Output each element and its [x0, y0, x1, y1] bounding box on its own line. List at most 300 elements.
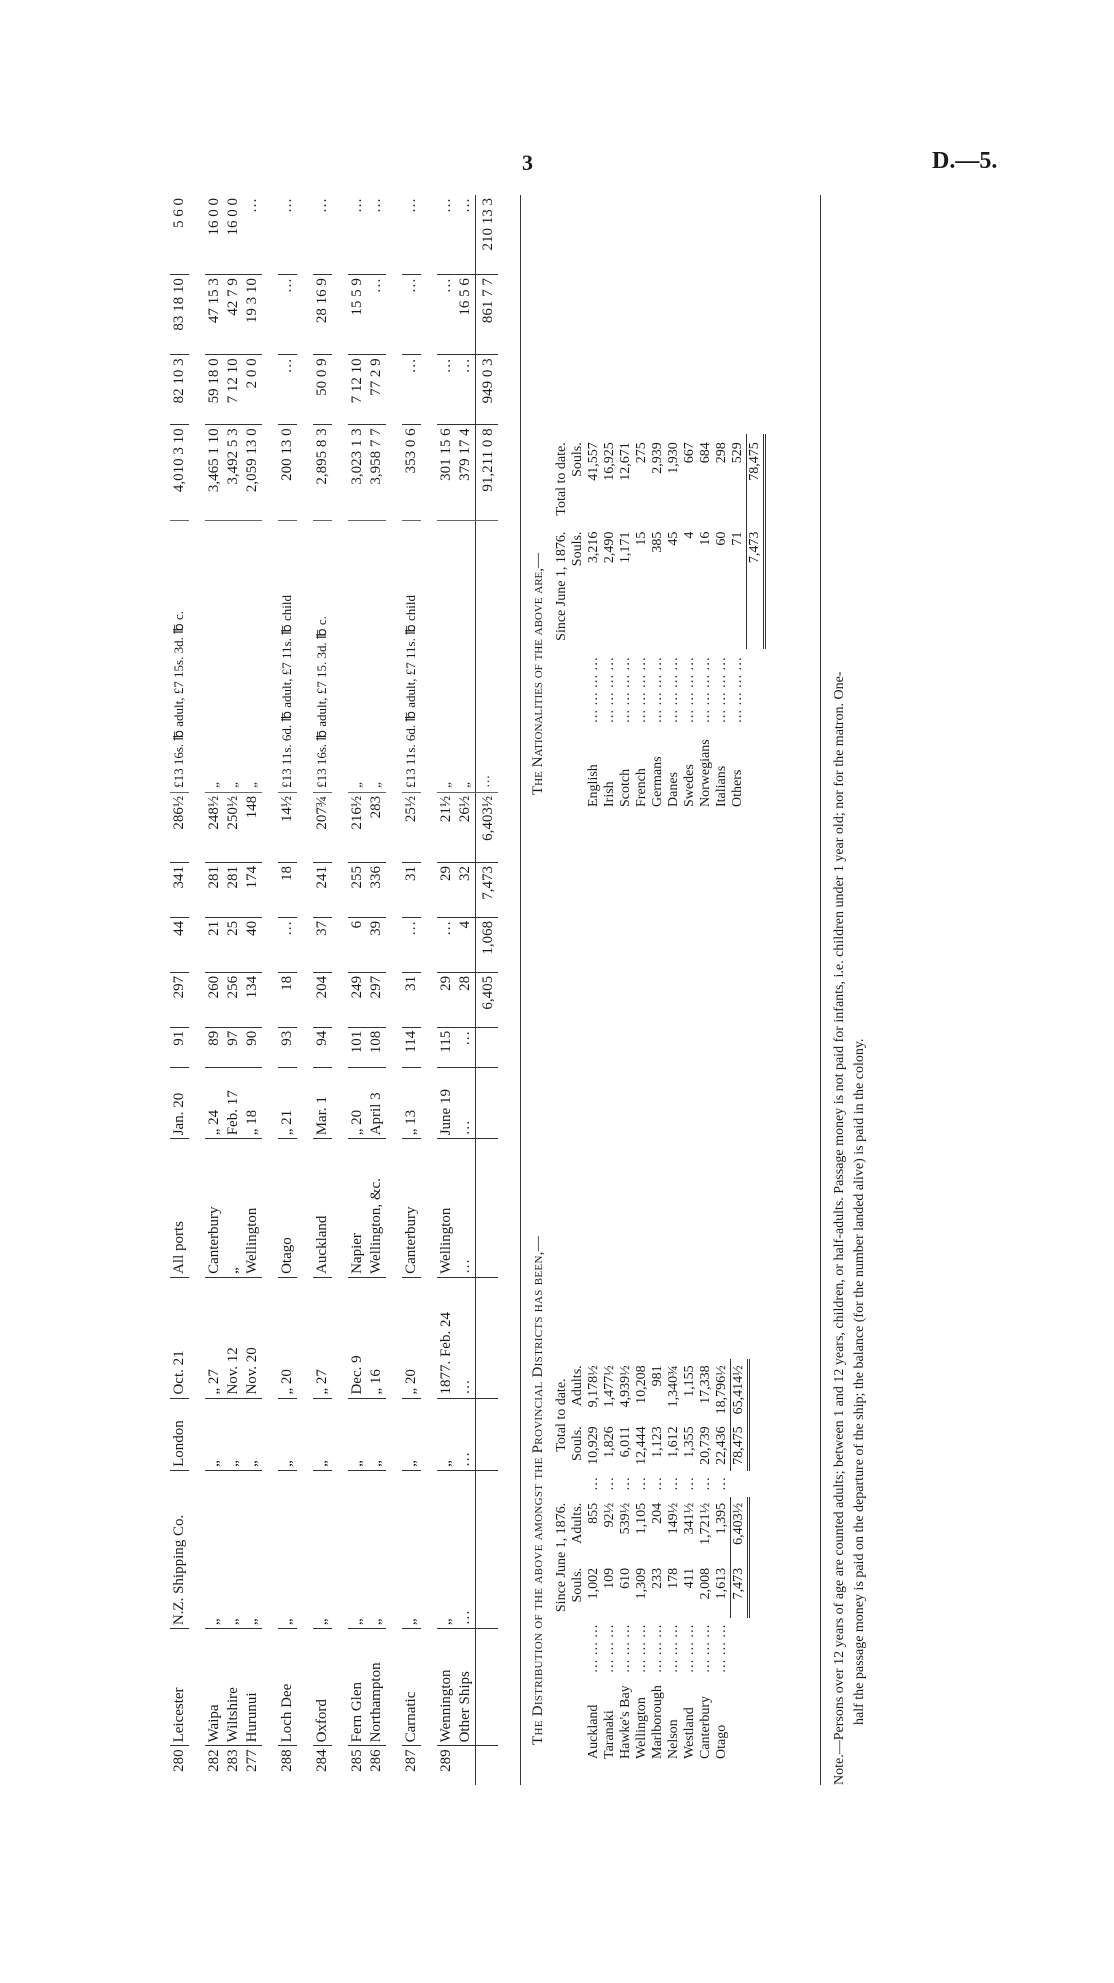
nationality-souls-since: 71 [730, 531, 745, 546]
list-item: Westland … … … 411 341½ … 1,355 1,155 [682, 1359, 698, 1765]
table-row [170, 195, 189, 1785]
table-row [437, 195, 456, 1785]
table-row [224, 195, 243, 1785]
note-line-1: Note.—Persons over 12 years of age are counted adults; between 1 and 12 years, children, or half-adults. Passage money is not paid for infants, i.e. children under 1 year old; nor for the matron. One- [832, 671, 847, 1785]
ship-destination: Canterbury [205, 1139, 224, 1278]
ship-days: 90 [243, 1027, 262, 1067]
ship-days: 94 [313, 1027, 332, 1067]
ship-owner: „ [224, 1470, 243, 1628]
district-adults-since: 1,721½ [698, 1502, 713, 1545]
ship-paid: … [278, 275, 297, 355]
note-line-2: half the passage money is paid on the departure of the ship; the balance (for the number landed alive) is paid in the colony. [852, 1038, 867, 1725]
table-row [205, 195, 224, 1785]
district-adults-total: 1,477½ [602, 1365, 617, 1408]
district-name: Wellington [634, 1697, 649, 1759]
total-paid: 861 7 7 [476, 275, 499, 355]
ship-children: 39 [367, 917, 386, 972]
ship-matron: … [243, 195, 262, 275]
ship-statute-adults: 21½ [437, 792, 456, 862]
ship-passage-rate: £13 11s. 6d. ℔ adult, £7 11s. ℔ child [402, 520, 421, 792]
district-name: Auckland [586, 1704, 601, 1759]
district-souls-since: 1,309 [634, 1567, 649, 1600]
list-item: Marlborough … … … 233 204 … 1,123 981 [650, 1359, 666, 1765]
ship-souls: 255 [348, 863, 367, 918]
ship-days: 91 [170, 1027, 189, 1067]
ship-passage-rate: „ [348, 520, 367, 792]
nationality-souls-since: 15 [634, 531, 649, 546]
list-item: Wellington … … … 1,309 1,105 … 12,444 10,208 [634, 1359, 650, 1765]
district-souls-total: 22,436 [714, 1426, 729, 1465]
ship-number: 277 [244, 1749, 260, 1772]
ship-number: 283 [225, 1749, 241, 1772]
ship-souls: 29 [437, 863, 456, 918]
ship-destination: Otago [278, 1139, 297, 1278]
nationality-souls-total: 275 [634, 442, 649, 464]
ship-children: … [278, 917, 297, 972]
ship-arrived: Mar. 1 [313, 1067, 332, 1139]
ship-passage-money: 3,465 1 10 [206, 428, 222, 493]
ship-matron: … [456, 195, 476, 275]
nationality-souls-since: 45 [666, 531, 681, 546]
district-souls-total: 6,011 [618, 1426, 633, 1458]
district-adults-total: 981 [650, 1365, 665, 1387]
ship-passage-rate: £13 16s. ℔ adult, £7 15. 3d. ℔ c. [313, 520, 332, 792]
district-souls-since: 2,008 [698, 1567, 713, 1600]
list-item: Others … … … … 71 529 [730, 434, 747, 815]
nationality-souls-total: 41,557 [586, 442, 601, 481]
nationality-souls-since: 60 [714, 531, 729, 546]
nationality-souls-since: 385 [650, 531, 665, 553]
list-item: Nelson … … … 178 149½ … 1,612 1,340¾ [666, 1359, 682, 1765]
ship-children: 37 [313, 917, 332, 972]
ship-children: 25 [224, 917, 243, 972]
ship-adults: 256 [224, 972, 243, 1027]
ship-balance: 7 12 10 [224, 355, 243, 425]
nationality-souls-total: 298 [714, 442, 729, 464]
ship-statute-adults: 248½ [205, 792, 224, 862]
nationality-name: Irish [602, 781, 617, 807]
ship-name: Carnatic [402, 1629, 421, 1746]
ship-matron: … [313, 195, 332, 275]
nationality-souls-total: 667 [682, 442, 697, 464]
list-item: Taranaki … … … 109 92½ … 1,826 1,477½ [602, 1359, 618, 1765]
ship-sailed: 1877. Feb. 24 [437, 1277, 456, 1398]
nationality-souls-total: 2,939 [650, 442, 665, 474]
district-adults-since: 855 [586, 1502, 601, 1524]
nationality-name: Danes [666, 772, 681, 807]
district-adults-total: 9,178½ [586, 1365, 601, 1408]
district-souls-since: 411 [682, 1567, 697, 1589]
ship-passage-rate: „ [437, 520, 456, 792]
ship-owner: N.Z. Shipping Co. [170, 1470, 189, 1628]
district-name: Nelson [666, 1719, 681, 1759]
ship-matron: 16 0 0 [224, 195, 243, 275]
ship-matron: … [402, 195, 421, 275]
distribution-table [554, 1359, 750, 1765]
ship-arrived: April 3 [367, 1067, 386, 1139]
list-item: Norwegians … … … … 16 684 [698, 434, 714, 815]
ship-souls: 241 [313, 863, 332, 918]
ship-days: 89 [205, 1027, 224, 1067]
list-item: Canterbury … … … 2,008 1,721½ … 20,739 17,338 [698, 1359, 714, 1765]
nat-total: 78,475 [747, 434, 765, 523]
total-rate: … [476, 520, 499, 792]
ship-name: Leicester [170, 1629, 189, 1746]
ship-passage-money: 379 17 4 [457, 428, 473, 481]
ship-port: „ [402, 1398, 421, 1470]
ship-days: … [456, 1027, 476, 1067]
ship-sailed: Nov. 12 [224, 1277, 243, 1398]
district-souls-since: 1,613 [714, 1567, 729, 1600]
ship-name: Wiltshire [224, 1629, 243, 1746]
district-souls-total: 20,739 [698, 1426, 713, 1465]
nat-group-total: Total to date. [554, 442, 569, 516]
ship-destination: Wellington [243, 1139, 262, 1278]
nationality-name: Scotch [618, 768, 633, 807]
nat-col-souls-total: Souls. [570, 442, 585, 477]
district-name: Otago [714, 1724, 730, 1759]
ship-balance: 50 0 9 [313, 355, 332, 425]
list-item: Swedes … … … … 4 667 [682, 434, 698, 815]
ship-owner: … [456, 1470, 476, 1628]
district-souls-total: 1,355 [682, 1426, 697, 1458]
ship-destination: Auckland [313, 1139, 332, 1278]
ship-matron: … [367, 195, 386, 275]
ship-sailed: Dec. 9 [348, 1277, 367, 1398]
ship-paid: 47 15 3 [205, 275, 224, 355]
ship-days: 115 [437, 1027, 456, 1067]
ship-adults: 28 [456, 972, 476, 1027]
ship-balance: 7 12 10 [348, 355, 367, 425]
ship-paid: 83 18 10 [170, 275, 189, 355]
nationality-name: Norwegians [698, 739, 713, 807]
ship-arrived: … [456, 1067, 476, 1139]
ship-adults: 134 [243, 972, 262, 1027]
district-adults-since: 341½ [682, 1502, 697, 1535]
ship-passage-rate: „ [367, 520, 386, 792]
ship-name: Northampton [367, 1629, 386, 1746]
ship-passage-money: 200 13 0 [279, 428, 295, 481]
district-souls-since: 233 [650, 1567, 665, 1589]
ship-owner: „ [278, 1470, 297, 1628]
table-row [313, 195, 332, 1785]
table-row [456, 195, 476, 1785]
ship-port: „ [243, 1398, 262, 1470]
ship-adults: 297 [170, 972, 189, 1027]
ship-passage-rate: £13 16s. ℔ adult, £7 15s. 3d. ℔ c. [170, 520, 189, 792]
ship-children: … [402, 917, 421, 972]
nationality-souls-since: 1,171 [618, 531, 633, 564]
ship-adults: 29 [437, 972, 456, 1027]
ship-number: 285 [349, 1749, 365, 1772]
list-item: Germans … … … … 385 2,939 [650, 434, 666, 815]
ship-souls: 31 [402, 863, 421, 918]
ship-number: 286 [368, 1749, 384, 1772]
ship-sailed: „ 27 [205, 1277, 224, 1398]
ship-matron: … [437, 195, 456, 275]
ship-passage-money: 2,895 8 3 [314, 428, 330, 485]
ship-number: 289 [438, 1749, 454, 1772]
nat-col-souls: Souls. [570, 531, 585, 567]
ship-adults: 297 [367, 972, 386, 1027]
ship-sailed: „ 16 [367, 1277, 386, 1398]
table-row [278, 195, 297, 1785]
ship-port: London [170, 1398, 189, 1470]
district-adults-total: 18,796½ [714, 1365, 729, 1415]
ship-statute-adults: 26½ [456, 792, 476, 862]
ship-souls: 174 [243, 863, 262, 918]
ship-statute-adults: 286½ [170, 792, 189, 862]
district-souls-since: 1,002 [586, 1567, 601, 1600]
ship-name: Wennington [437, 1629, 456, 1746]
list-item: French … … … … 15 275 [634, 434, 650, 815]
ship-days: 93 [278, 1027, 297, 1067]
ship-adults: 18 [278, 972, 297, 1027]
ship-destination: Wellington, &c. [367, 1139, 386, 1278]
note-divider [820, 195, 821, 1785]
ship-statute-adults: 14½ [278, 792, 297, 862]
nationalities-title: The Nationalities of the above are,— [530, 552, 546, 795]
total-children: 1,068 [476, 917, 499, 972]
ship-balance: 77 2 9 [367, 355, 386, 425]
dist-total-adults: 65,414½ [731, 1359, 749, 1420]
document-reference: D.—5. [932, 148, 998, 174]
ship-adults: 260 [205, 972, 224, 1027]
district-souls-since: 610 [618, 1567, 633, 1589]
district-adults-total: 17,338 [698, 1365, 713, 1404]
ship-arrived: „ 18 [243, 1067, 262, 1139]
district-adults-total: 4,939½ [618, 1365, 633, 1408]
nationality-souls-total: 12,671 [618, 442, 633, 481]
ship-matron: … [348, 195, 367, 275]
district-name: Hawke's Bay [618, 1685, 633, 1759]
ship-port: „ [205, 1398, 224, 1470]
dist-group-total: Total to date. [554, 1378, 569, 1452]
dist-col-adults: Adults. [570, 1502, 585, 1544]
ship-passage-money: 3,492 5 3 [225, 428, 241, 485]
ship-port: „ [278, 1398, 297, 1470]
ship-balance: … [278, 355, 297, 425]
district-adults-total: 1,340¾ [666, 1365, 681, 1408]
ship-paid: 16 5 6 [456, 275, 476, 355]
ship-destination: … [456, 1139, 476, 1278]
ship-owner: „ [313, 1470, 332, 1628]
ship-sailed: Oct. 21 [170, 1277, 189, 1398]
ship-paid: 28 16 9 [313, 275, 332, 355]
ship-passage-rate: £13 11s. 6d. ℔ adult, £7 11s. ℔ child [278, 520, 297, 792]
ship-statute-adults: 216½ [348, 792, 367, 862]
ship-destination: Napier [348, 1139, 367, 1278]
nationality-souls-since: 4 [682, 531, 697, 539]
ship-adults: 31 [402, 972, 421, 1027]
district-name: Taranaki [602, 1710, 617, 1759]
ship-matron: … [278, 195, 297, 275]
district-name: Westland [682, 1707, 697, 1759]
ship-owner: „ [437, 1470, 456, 1628]
ship-souls: 281 [205, 863, 224, 918]
ship-balance: 59 18 0 [205, 355, 224, 425]
ship-passage-money: 353 0 6 [403, 428, 419, 474]
list-item: Irish … … … … 2,490 16,925 [602, 434, 618, 815]
ship-destination: All ports [170, 1139, 189, 1278]
list-item: Auckland … … … 1,002 855 … 10,929 9,178½ [586, 1359, 602, 1765]
ship-number [456, 1746, 476, 1785]
dist-total-souls-since: 7,473 [731, 1562, 749, 1618]
ship-number: 282 [206, 1749, 222, 1772]
rotated-page [170, 195, 970, 1785]
ship-children: … [437, 917, 456, 972]
ship-adults: 249 [348, 972, 367, 1027]
nationality-souls-since: 3,216 [586, 531, 601, 564]
ship-name: Other Ships [456, 1629, 476, 1746]
ship-balance: 2 0 0 [243, 355, 262, 425]
ship-statute-adults: 283 [367, 792, 386, 862]
district-souls-since: 109 [602, 1567, 617, 1589]
total-adults: 6,405 [476, 972, 499, 1027]
district-souls-total: 1,826 [602, 1426, 617, 1458]
ship-passage-money: 3,023 1 3 [349, 428, 365, 485]
ship-days: 114 [402, 1027, 421, 1067]
district-souls-total: 1,123 [650, 1426, 665, 1458]
ship-arrived: Feb. 17 [224, 1067, 243, 1139]
ship-arrived: „ 21 [278, 1067, 297, 1139]
table-row [243, 195, 262, 1785]
nationality-name: English [586, 764, 601, 807]
ship-port: „ [313, 1398, 332, 1470]
district-souls-total: 10,929 [586, 1426, 601, 1465]
nationality-name: Swedes [682, 764, 697, 807]
dist-col-adults-total: Adults. [570, 1365, 585, 1407]
distribution-title: The Distribution of the above amongst the Provincial Districts has been,— [530, 1235, 546, 1745]
nationality-souls-since: 16 [698, 531, 713, 546]
ship-passage-money: 301 15 6 [438, 428, 454, 481]
nationality-souls-total: 529 [730, 442, 745, 464]
ship-arrived: „ 20 [348, 1067, 367, 1139]
nationality-name: Others [730, 769, 746, 807]
ship-paid: … [402, 275, 421, 355]
ship-balance: … [456, 355, 476, 425]
nat-total-since: 7,473 [747, 524, 765, 649]
ship-name: Waipa [205, 1629, 224, 1746]
ship-destination: Canterbury [402, 1139, 421, 1278]
ship-matron: 16 0 0 [205, 195, 224, 275]
district-name: Canterbury [698, 1696, 713, 1759]
ship-destination: „ [224, 1139, 243, 1278]
ship-port: „ [367, 1398, 386, 1470]
dist-col-souls-total: Souls. [570, 1426, 585, 1461]
ship-paid: … [367, 275, 386, 355]
list-item: Danes … … … … 45 1,930 [666, 434, 682, 815]
ship-port: „ [224, 1398, 243, 1470]
list-item: Scotch … … … … 1,171 12,671 [618, 434, 634, 815]
totals-row [476, 195, 499, 1785]
ship-owner: „ [367, 1470, 386, 1628]
ships-table [170, 195, 498, 1785]
ship-passage-money: 4,010 3 10 [171, 428, 187, 493]
ship-statute-adults: 207¾ [313, 792, 332, 862]
list-item: Italians … … … … 60 298 [714, 434, 730, 815]
ship-souls: 32 [456, 863, 476, 918]
district-adults-since: 1,105 [634, 1502, 649, 1535]
nationality-souls-total: 684 [698, 442, 713, 464]
district-adults-since: 204 [650, 1502, 665, 1524]
district-adults-since: 1,395 [714, 1502, 729, 1535]
nationality-name: French [634, 768, 649, 807]
ship-passage-rate: „ [243, 520, 262, 792]
ship-paid: … [437, 275, 456, 355]
district-name: Marlborough [650, 1685, 665, 1759]
district-souls-total: 1,612 [666, 1426, 681, 1458]
ship-statute-adults: 25½ [402, 792, 421, 862]
distribution-total-row [731, 1359, 749, 1765]
nationality-name: Germans [650, 756, 665, 807]
ship-sailed: „ 20 [278, 1277, 297, 1398]
ship-souls: 281 [224, 863, 243, 918]
page-number: 3 [522, 150, 533, 175]
nationalities-total-row [747, 434, 765, 815]
ship-days: 101 [348, 1027, 367, 1067]
divider-line [520, 195, 521, 1785]
total-matron: 210 13 3 [476, 195, 499, 275]
dist-total-adults-since: 6,403½ [731, 1497, 749, 1562]
ship-destination: Wellington [437, 1139, 456, 1278]
ship-sailed: „ 27 [313, 1277, 332, 1398]
ship-statute-adults: 250½ [224, 792, 243, 862]
ship-passage-rate: „ [224, 520, 243, 792]
ship-paid: 19 3 10 [243, 275, 262, 355]
table-row [348, 195, 367, 1785]
ship-adults: 204 [313, 972, 332, 1027]
ship-owner: „ [205, 1470, 224, 1628]
ship-number: 287 [403, 1749, 419, 1772]
ship-port: „ [437, 1398, 456, 1470]
dist-total-souls: 78,475 [731, 1420, 749, 1471]
list-item: Hawke's Bay … … … 610 539½ … 6,011 4,939½ [618, 1359, 634, 1765]
ship-children: 6 [348, 917, 367, 972]
ship-paid: 42 7 9 [224, 275, 243, 355]
ship-number: 288 [279, 1749, 295, 1772]
district-souls-since: 178 [666, 1567, 681, 1589]
ship-name: Oxford [313, 1629, 332, 1746]
ship-days: 97 [224, 1027, 243, 1067]
district-adults-total: 1,155 [682, 1365, 697, 1397]
nat-group-since: Since June 1, 1876. [554, 531, 569, 641]
nationality-souls-total: 16,925 [602, 442, 617, 481]
ship-arrived: Jan. 20 [170, 1067, 189, 1139]
district-adults-since: 539½ [618, 1502, 633, 1535]
ship-port: … [456, 1398, 476, 1470]
dist-col-souls: Souls. [570, 1567, 585, 1603]
district-souls-total: 12,444 [634, 1426, 649, 1465]
list-item: Otago … … … 1,613 1,395 … 22,436 18,796½ [714, 1359, 731, 1765]
ship-name: Loch Dee [278, 1629, 297, 1746]
nationality-souls-total: 1,930 [666, 442, 681, 474]
nationality-name: Italians [714, 765, 729, 807]
total-passage-money: 91,211 0 8 [476, 425, 499, 520]
list-item: English … … … … 3,216 41,557 [586, 434, 602, 815]
table-row [402, 195, 421, 1785]
ship-arrived: „ 24 [205, 1067, 224, 1139]
ship-souls: 341 [170, 863, 189, 918]
ship-passage-rate: „ [205, 520, 224, 792]
ship-souls: 336 [367, 863, 386, 918]
ship-children: 4 [456, 917, 476, 972]
ship-balance: … [437, 355, 456, 425]
ship-paid: 15 5 9 [348, 275, 367, 355]
total-statute-adults: 6,403½ [476, 792, 499, 862]
ship-owner: „ [348, 1470, 367, 1628]
total-balance: 949 0 3 [476, 355, 499, 425]
